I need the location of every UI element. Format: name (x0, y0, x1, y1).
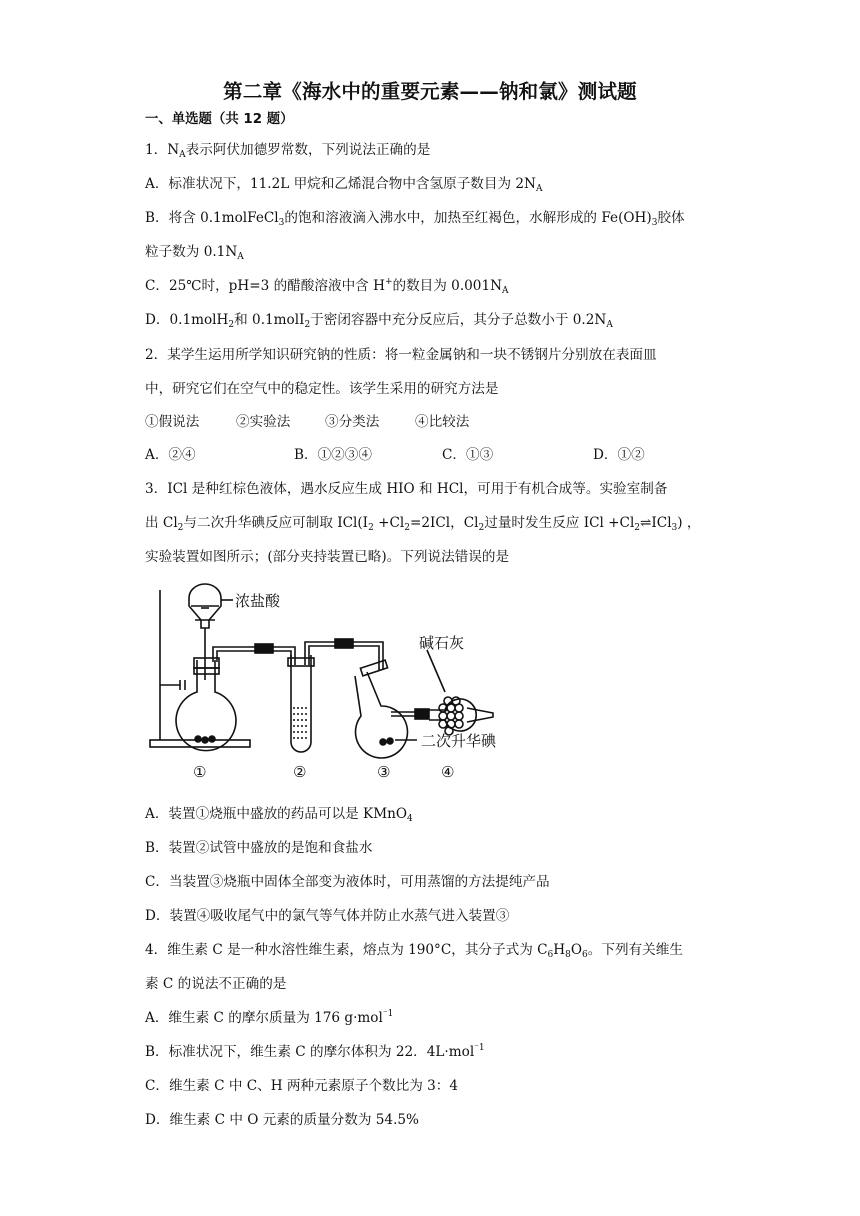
q4-a-sup: ⁻1 (382, 1009, 394, 1019)
label-sublimed-iodine: 二次升华碘 (421, 732, 497, 750)
q1-stem (145, 141, 430, 159)
q4-option-b (145, 1043, 485, 1061)
q1-b-text-2: 的饱和溶液滴入沸水中，加热至红褐色，水解形成的 Fe(OH) (284, 210, 652, 226)
q1-stem-text-2: 表示阿伏加德罗常数，下列说法正确的是 (185, 142, 431, 158)
q4-stem-line-1 (145, 941, 683, 959)
q1-c-sup: + (384, 277, 393, 287)
q3-l2-d: =2ICl，Cl (410, 515, 479, 531)
label-device-3: ③ (377, 763, 391, 781)
q2-method-2: ②实验法 (236, 414, 291, 430)
q3-l2-s2: 2 (368, 523, 374, 533)
page-title: 第二章《海水中的重要元素——钠和氯》测试题 (223, 80, 637, 103)
q2-option-a: A．②④ (145, 447, 196, 463)
q1-stem-text: 1．N (145, 142, 180, 158)
q1-d-sub-2: 2 (304, 320, 311, 330)
q3-l2-s5: 2 (634, 523, 641, 533)
q3-stem-line-2 (145, 514, 701, 532)
q3-option-d: D．装置④吸收尾气中的氯气等气体并防止水蒸气进入装置③ (145, 908, 510, 924)
q4-option-a (145, 1009, 393, 1027)
q2-method-3: ③分类法 (325, 414, 380, 430)
q3-option-b: B．装置②试管中盛放的是饱和食盐水 (145, 840, 373, 856)
q4-b-sup: ⁻1 (474, 1043, 485, 1053)
label-device-1: ① (193, 763, 207, 781)
q1-d-text: D．0.1molH (145, 312, 229, 328)
q4-l1-s1: 6 (547, 950, 554, 960)
q1-a-text: A．标准状况下，11.2L 甲烷和乙烯混合物中含氢原子数目为 2N (145, 176, 536, 192)
q3-l2-equilibrium-arrow: ⇌ (640, 515, 652, 531)
q3-a-sub: 4 (407, 814, 413, 824)
label-device-4: ④ (441, 763, 455, 781)
q4-b-text: B．标准状况下，维生素 C 的摩尔体积为 22．4L·mol (145, 1044, 475, 1060)
q2-stem-line-2: 中，研究它们在空气中的稳定性。该学生采用的研究方法是 (145, 381, 499, 397)
q1-c-sub: A (502, 286, 509, 296)
q1-b-text: B．将含 0.1molFeCl (145, 210, 279, 226)
label-soda-lime: 碱石灰 (419, 634, 465, 652)
q3-l2-e: 过量时发生反应 ICl +Cl (484, 515, 635, 531)
section-heading: 一、单选题（共 12 题） (145, 112, 294, 127)
q1-b-sub-2: 3 (651, 218, 658, 228)
q2-options (145, 446, 745, 466)
leader-lime (427, 650, 445, 692)
q2-methods (145, 413, 745, 433)
q4-a-text: A．维生素 C 的摩尔质量为 176 g·mol (145, 1010, 383, 1026)
q3-option-a (145, 805, 413, 823)
q3-stem-line-1: 3．ICl 是种红棕色液体，遇水反应生成 HIO 和 HCl，可用于有机合成等。实验室制备 (145, 481, 668, 497)
q1-option-b (145, 209, 685, 227)
q1-stem-sub: A (179, 150, 186, 160)
q1-d-text-3: 于密闭容器中充分反应后，其分子总数小于 0.2N (310, 312, 607, 328)
q2-option-c: C．①③ (442, 447, 494, 463)
q2-option-d: D．①② (593, 447, 645, 463)
q1-b-cont-text: 粒子数为 0.1N (145, 244, 238, 260)
q1-d-sub-3: A (606, 320, 613, 330)
q3-stem-line-3: 实验装置如图所示；(部分夹持装置已略)。下列说法错误的是 (145, 549, 510, 565)
q4-option-d: D．维生素 C 中 O 元素的质量分数为 54.5% (145, 1112, 419, 1128)
q1-option-b-cont (145, 243, 244, 261)
q3-l2-g: ICl (651, 515, 672, 531)
q3-l2-c: +Cl (373, 515, 405, 531)
q1-c-text: C．25℃时，pH=3 的醋酸溶液中含 H (145, 278, 385, 294)
q3-a-text: A．装置①烧瓶中盛放的药品可以是 KMnO (145, 806, 408, 822)
q1-b-text-3: 胶体 (657, 210, 685, 226)
q1-d-sub: 2 (228, 320, 235, 330)
flask-3 (355, 660, 407, 758)
q1-option-a (145, 175, 542, 193)
apparatus-figure (145, 580, 705, 785)
label-device-2: ② (293, 763, 307, 781)
q4-l1-b: H (553, 942, 566, 958)
q3-l2-s6: 3 (671, 523, 678, 533)
q3-l2-h: ) ， (677, 515, 701, 531)
q4-l1-s3: 6 (582, 950, 588, 960)
q4-option-c: C．维生素 C 中 C、H 两种元素原子个数比为 3：4 (145, 1078, 459, 1094)
connecting-tube-1 (213, 644, 295, 665)
label-concentrated-hcl: 浓盐酸 (235, 592, 281, 610)
q3-l2-s4: 2 (478, 523, 485, 533)
q4-stem-line-2: 素 C 的说法不正确的是 (145, 976, 287, 992)
flask-1 (176, 658, 236, 751)
q2-method-4: ④比较法 (415, 414, 470, 430)
q4-l1-c: O (570, 942, 583, 958)
q2-option-b: B．①②③④ (294, 447, 372, 463)
q1-c-text-2: 的数目为 0.001N (392, 278, 502, 294)
q3-l2-a: 出 Cl (145, 515, 178, 531)
q3-l2-b: 与二次升华碘反应可制取 ICl(I (183, 515, 369, 531)
q4-l1-s2: 8 (565, 950, 571, 960)
q2-stem-line-1: 2．某学生运用所学知识研究钠的性质：将一粒金属钠和一块不锈钢片分别放在表面皿 (145, 347, 657, 363)
q1-b-sub: 3 (278, 218, 285, 228)
q1-option-d (145, 311, 613, 329)
q1-b-cont-sub: A (237, 252, 244, 262)
q4-l1-a: 4．维生素 C 是一种水溶性维生素，熔点为 190°C，其分子式为 C (145, 942, 548, 958)
q1-a-sub: A (535, 184, 543, 194)
q2-method-1: ①假说法 (145, 414, 200, 430)
q3-l2-s1: 2 (177, 523, 184, 533)
q1-d-text-2: 和 0.1molI (234, 312, 305, 328)
q1-option-c (145, 277, 509, 295)
apparatus-diagram (145, 580, 705, 785)
q3-l2-s3: 2 (404, 523, 410, 533)
q3-option-c: C．当装置③烧瓶中固体全部变为液体时，可用蒸馏的方法提纯产品 (145, 874, 550, 890)
test-tube-2 (288, 655, 314, 752)
q4-l1-d: 。下列有关维生 (587, 942, 683, 958)
drying-tube-4 (429, 697, 493, 735)
